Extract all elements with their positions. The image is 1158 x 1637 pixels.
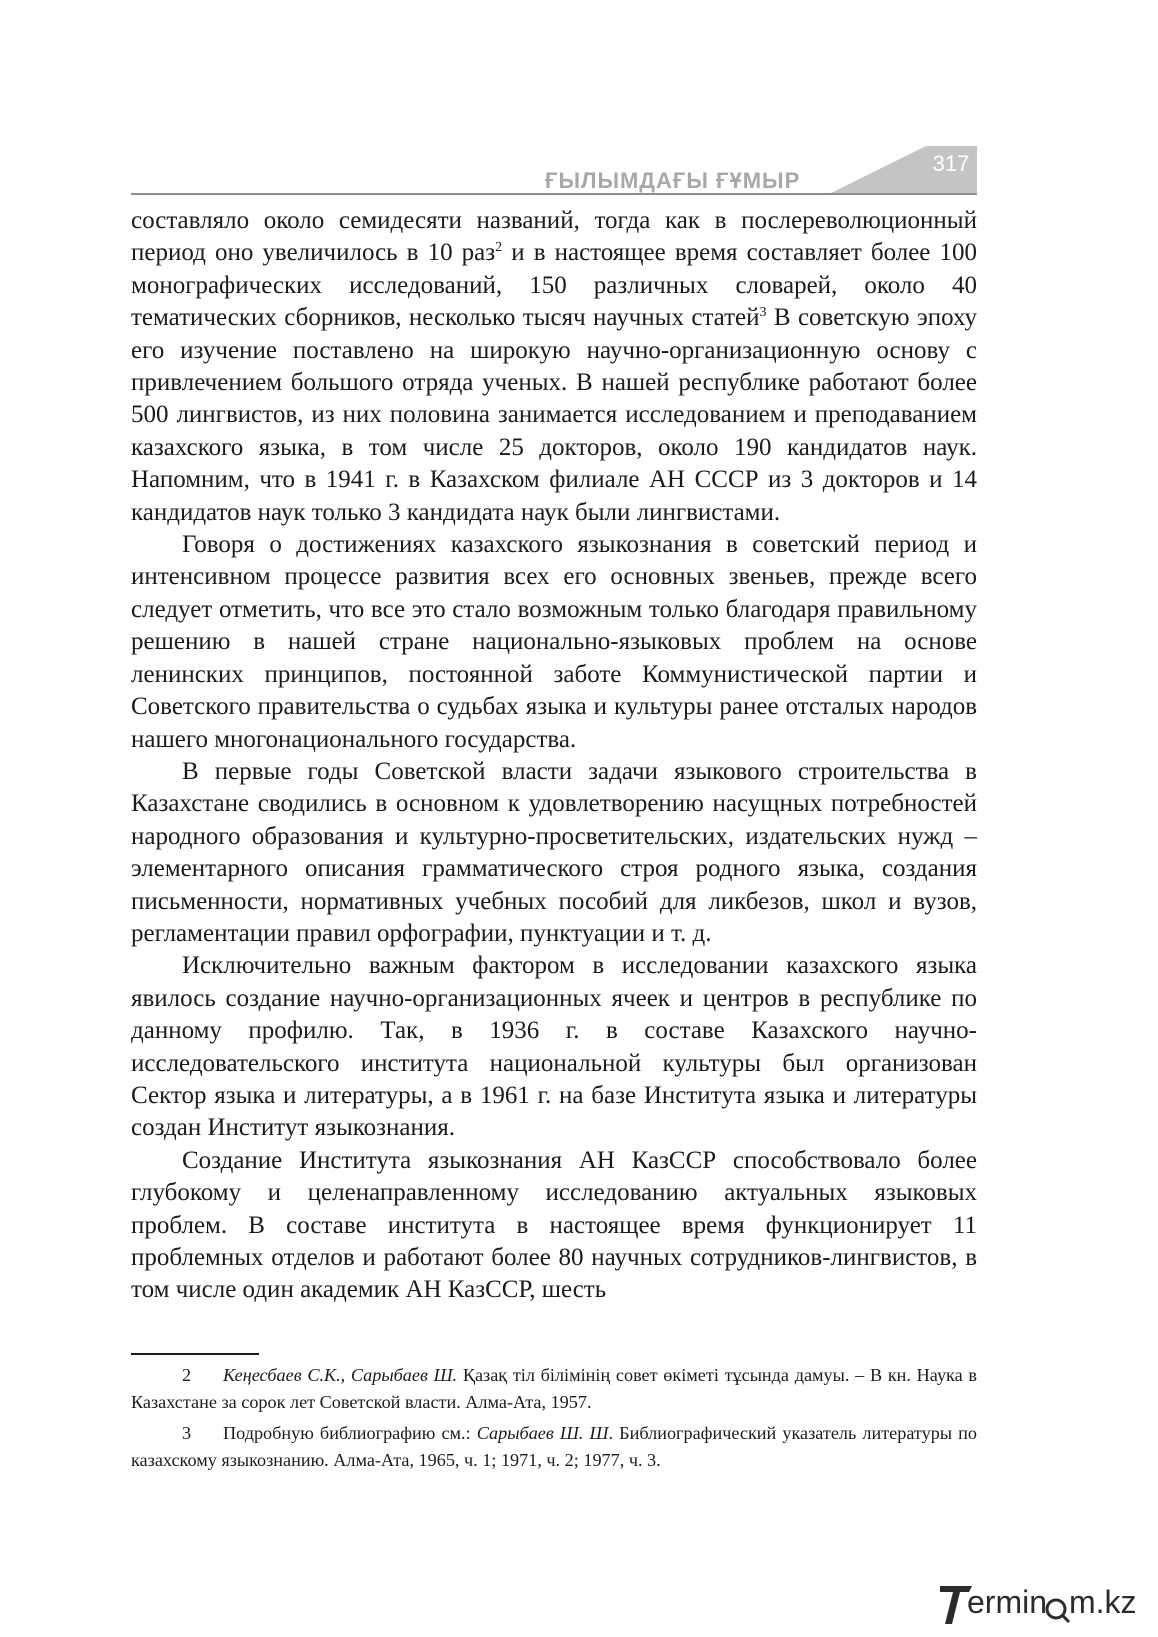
footnote bbox=[131, 1362, 977, 1416]
paragraph bbox=[131, 205, 977, 529]
paragraph bbox=[131, 756, 977, 950]
paragraph bbox=[131, 529, 977, 756]
text-run: Создание Института языкознания АН КазССР способствовало более глубокому и целенаправленному исследованию актуальных языковых проблем. В составе института в настоящее время функционирует 11 проблемных отделов и работают более 80 научных сотрудников-лингвистов, в том числе один академик АН КазССР, шесть bbox=[131, 1146, 977, 1304]
logo-text-left: ermin bbox=[967, 1584, 1048, 1620]
magnifier-icon bbox=[1047, 1600, 1069, 1622]
footnote-separator bbox=[131, 1353, 259, 1355]
footnote-prefix: Подробную библиографию см.: bbox=[223, 1423, 477, 1443]
header-rule bbox=[131, 193, 977, 195]
running-title: ҒЫЛЫМДАҒЫ ҒҰМЫР bbox=[545, 168, 801, 193]
paragraph bbox=[131, 1145, 977, 1307]
footnote bbox=[131, 1420, 977, 1474]
body-text bbox=[131, 205, 977, 1307]
text-run: и в настоящее время составляет более 100 монографических исследований, 150 различных словарей, около 40 тематических сборников, несколько тысяч научных статей bbox=[131, 239, 977, 332]
footnote-number: 2 bbox=[182, 1365, 192, 1385]
footnote-text: . Библиографический указатель литературы по казахскому языкознанию. Алма-Ата, 1965, ч. 1; 1971, ч. 2; 1977, ч. 3. bbox=[131, 1423, 977, 1470]
footnote-author: Сарыбаев Ш. Ш bbox=[476, 1423, 609, 1443]
text-run: составляло около семидесяти названий, тогда как в послереволюционный период оно увеличилось в 10 раз bbox=[131, 207, 977, 267]
footnote-text: Қазақ тіл білімінің совет өкіметі тұсында дамуы. – В кн. Наука в Казахстане за сорок лет Советской власти. Алма-Ата, 1957. bbox=[131, 1365, 977, 1412]
paragraph bbox=[131, 950, 977, 1144]
text-run: Говоря о достижениях казахского языкознания в советский период и интенсивном процессе развития всех его основных звеньев, прежде всего следует отметить, что все это стало возможным только благодаря правильному решению в нашей стране национально-языковых проблем на основе ленинских принципов, постоянной заботе Коммунистической партии и Советского правительства о судьбах языка и культуры ранее отсталых народов нашего многонационального государства. bbox=[131, 531, 977, 753]
footnotes bbox=[131, 1362, 977, 1478]
footnote-reference: 2 bbox=[495, 240, 503, 256]
footnote-author: Кеңесбаев С.К., Сарыбаев Ш. bbox=[223, 1365, 458, 1385]
site-logo bbox=[938, 1582, 1150, 1628]
footnote-reference: 3 bbox=[759, 305, 767, 321]
logo-text-right: m.kz bbox=[1069, 1584, 1137, 1620]
text-run: Исключительно важным фактором в исследовании казахского языка явилось создание научно-организационных ячеек и центров в республике по данному профилю. Так, в 1936 г. в составе Казахского научно-исследовательского института национальной культуры был организован Сектор языка и литературы, а в 1961 г. на базе Института языка и литературы создан Институт языкознания. bbox=[131, 952, 977, 1142]
page-number: 317 bbox=[932, 151, 970, 176]
text-run: В советскую эпоху его изучение поставлено на широкую научно-организационную основу с привлечением большого отряда ученых. В нашей республике работают более 500 лингвистов, из них половина занимается исследованием и преподаванием казахского языка, в том числе 25 докторов, около 190 кандидатов наук. Напомним, что в 1941 г. в Казахском филиале АН СССР из 3 докторов и 14 кандидатов наук только 3 кандидата наук были лингвистами. bbox=[131, 304, 977, 526]
page-header bbox=[131, 146, 977, 196]
footnote-number: 3 bbox=[182, 1423, 192, 1443]
text-run: В первые годы Советской власти задачи языкового строительства в Казахстане сводились в основном к удовлетворению насущных потребностей народного образования и культурно-просветительских, издательских нужд – элементарного описания грамматического строя родного языка, создания письменности, нормативных учебных пособий для ликбезов, школ и вузов, регламентации правил орфографии, пунктуации и т. д. bbox=[131, 757, 977, 947]
